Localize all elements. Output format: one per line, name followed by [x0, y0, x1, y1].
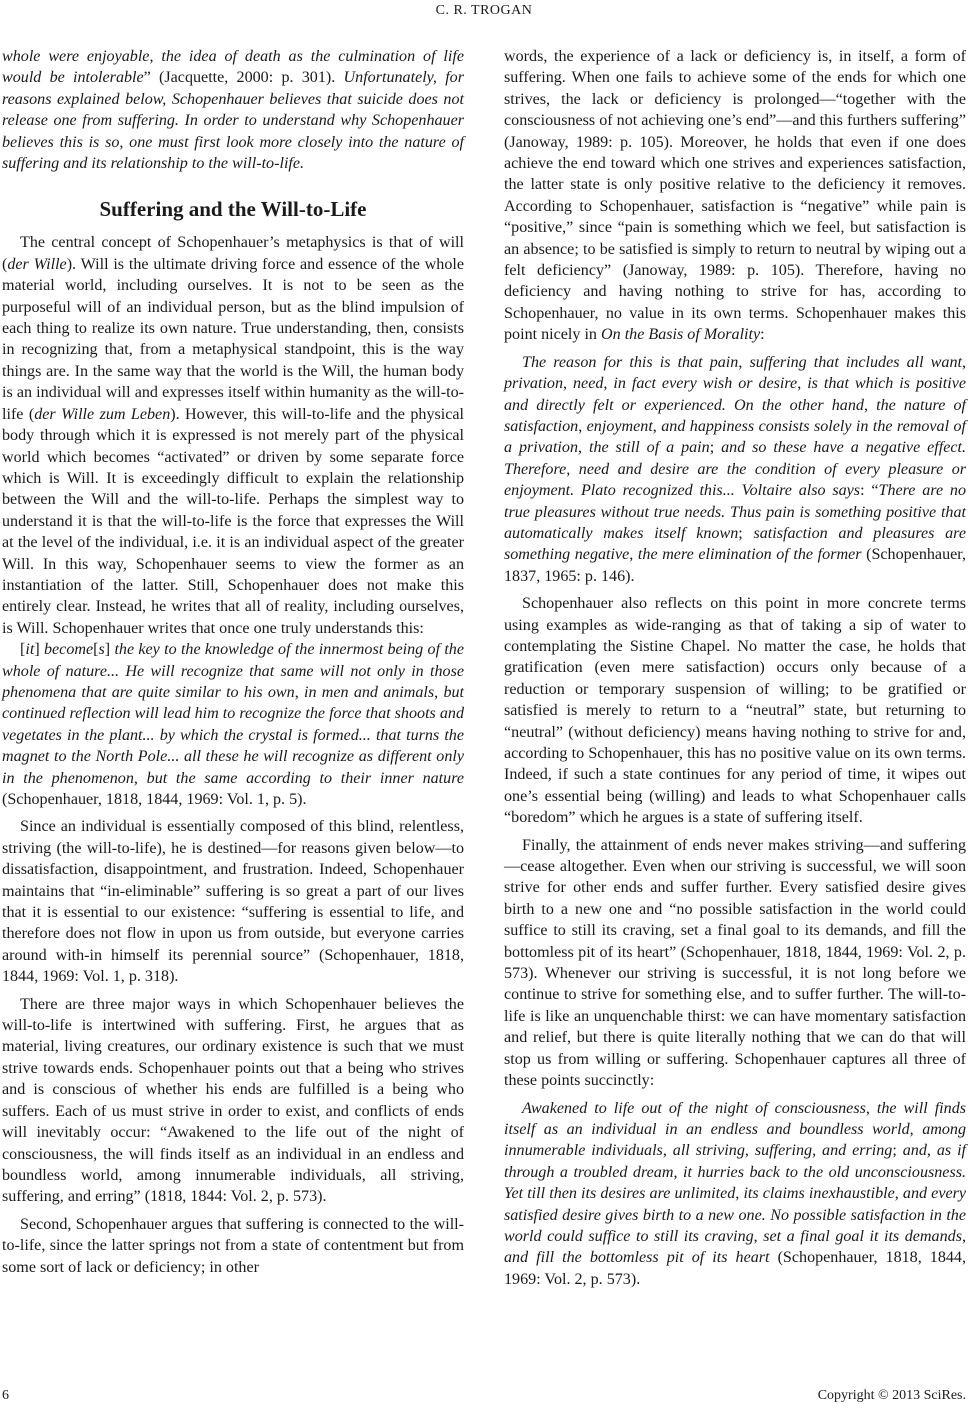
italic-run: need and desire are the condition of every pleasure or enjoyment. Plato recognized this... Voltaire also says — [504, 460, 967, 500]
text-run: : — [760, 326, 765, 344]
text-run: , — [434, 683, 444, 701]
paragraph-will-concept — [2, 232, 464, 639]
italic-run: suffering — [754, 1142, 813, 1160]
italic-run: set a final goal it its demands — [763, 1227, 962, 1245]
paragraph-finally — [504, 835, 966, 1092]
italic-run: whole were enjoyable — [2, 48, 150, 65]
italic-run: all striving — [672, 1142, 745, 1160]
italic-run: its claims inexhaustible — [743, 1185, 895, 1203]
italic-run: and — [902, 1142, 927, 1160]
text-run: words, the experience of a lack or deficiency is, in itself, a form of suffering. When one fails to achieve some of the ends for which one strives, the lack or deficiency is prolonged—“together with the consciousness of not achieving one’s end”—and this furthers suffering” (Janoway, 1989: p. 105). Moreover, he holds that even if one does achieve the end toward which one strives and experiences satisfaction, the latter state is only positive relative to the deficiency it removes. According to Schopenhauer, satisfaction is “negative” while pain is “positive,” since “pain is something which we feel, but satisfaction is an absence; to be satisfied is simply to return to neutral by wiping out a felt deficiency” (Janoway, 1989: p. 105). Therefore, having no deficiency and having nothing to strive for has, according to Schopenhauer, no value in its own terms. Schopenhauer makes this point nicely in — [504, 48, 966, 344]
text-run: (Schopenhauer, 1837, 1965: p. 146). — [504, 546, 966, 585]
text-run: , — [578, 439, 589, 457]
text-run: ; — [709, 439, 722, 457]
text-run: , — [578, 417, 587, 435]
text-run: , — [662, 1142, 673, 1160]
text-run: , — [865, 1099, 877, 1117]
italic-run: the mere elimination of the former — [637, 546, 862, 564]
text-run: : “ — [860, 482, 879, 500]
text-run: , — [926, 1142, 937, 1160]
text-run: , — [652, 417, 662, 435]
italic-run: der Wille — [7, 255, 67, 273]
text-run: , — [563, 375, 573, 393]
italic-run: and erring — [822, 1142, 893, 1160]
text-run: , — [863, 396, 877, 414]
text-run: The central concept of Schopenhauer’s metaphysics is that of will ( — [2, 234, 464, 273]
text-run: (Schopenhauer, 1818, 1844, 1969: Vol. 1, p. 5). — [2, 791, 307, 808]
italic-run: and happiness consists solely in the removal of a privation — [504, 417, 966, 457]
italic-run: need — [573, 375, 604, 393]
page-number: 6 — [2, 1388, 9, 1403]
text-run: , — [133, 769, 147, 787]
text-run: ” (Jacquette, 2000: p. 301). — [143, 69, 344, 87]
italic-run: and fill the bottomless pit of its heart — [504, 1249, 770, 1267]
paragraph-second-lack — [2, 1214, 464, 1278]
text-run: , — [629, 546, 638, 564]
italic-run: Unfortunately, for reasons explained below, Schopenhauer believes that suicide does not release one from suffering. In order to understand why Schopenhauer believes this is so, one must first look more closely into the nature of suffering and its relationship to the will-to-life. — [2, 69, 464, 173]
italic-run: it — [25, 641, 35, 659]
text-run: , — [812, 1142, 823, 1160]
text-run: , — [753, 1227, 764, 1245]
section-title: Suffering and the Will-to-Life — [99, 197, 367, 222]
text-run: , — [797, 375, 808, 393]
text-run: There are three major ways in which Schopenhauer believes the will-to-life is intertwined with suffering. First, he argues that as material, living creatures, our ordinary existence is such that we must strive towards ends. Schopenhauer points out that a being who strives and is conscious of whether his ends are fulfilled is a being who suffers. Each of us must strive in order to exist, and conflicts of ends will inevitably occur: “Awakened to the life out of the night of consciousness, the will finds itself as an individual in an endless and boundless world, among innumerable individuals, all striving, suffering, and erring” (1818, 1844: Vol. 2, p. 573). — [2, 995, 464, 1206]
italic-run: suffering that includes all want — [749, 353, 962, 371]
text-run: Second, Schopenhauer argues that suffering is connected to the will-to-life, since the latter springs not from a state of contentment but from some sort of lack or deficiency; in other — [2, 1215, 464, 1276]
italic-run: satisfaction and pleasures are something negative — [504, 524, 966, 564]
text-run: [ — [93, 641, 99, 659]
text-run: , — [744, 1142, 755, 1160]
text-run: (Schopenhauer, 1818, 1844, 1969: Vol. 2, p. 573). — [504, 1249, 966, 1288]
text-run: , — [909, 1120, 923, 1138]
paragraph-blind-striving — [2, 816, 464, 987]
paragraph-deficiency — [504, 46, 966, 346]
italic-run: but the same according to their inner nature — [146, 769, 465, 787]
right-column — [504, 46, 966, 1290]
italic-run: become — [43, 641, 94, 659]
text-run: ] — [34, 641, 44, 659]
text-run: , — [673, 1163, 683, 1181]
italic-run: in men and animals — [304, 683, 435, 701]
italic-run: There are no true pleasures without true needs. Thus pain is something positive that automatically makes itself known — [504, 482, 966, 542]
text-run: ). Will is the ultimate driving force and essence of the whole material world, including ourselves. It is not to be seen as the purposeful will of an individual person, but as the blind impulsion of each thing to realize its own nature. True understanding, then, consists in recognizing that, from a metaphysical standpoint, this is the way things are. In the same way that the world is the Will, the human body is an individual will and expresses itself within humanity as the will-to-life ( — [2, 255, 464, 423]
block-quote-awakened — [504, 1098, 966, 1291]
italic-run: is that which is positive and directly felt or experienced. On the other hand — [504, 375, 967, 414]
italic-run: the nature of satisfaction — [504, 396, 967, 435]
italic-run: On the Basis of Morality — [601, 326, 761, 344]
copyright-notice: Copyright © 2013 SciRes. — [817, 1388, 966, 1403]
text-run: Since an individual is essentially composed of this blind, relentless, striving (the will-to-life), he is destined—for reasons given below—to dissatisfaction, disappointment, and frustration. Indeed, Schopenhauer maintains that “in-eliminable” suffering is so great a part of our lives that it is essential to our existence: “suffering is essential to life, and therefore does not flow in upon us from outside, but everyone carries around with-in himself its perennial source” (Schopenhauer, 1818, 1844, 1969: Vol. 1, p. 318). — [2, 818, 464, 986]
block-quote-innermost-being — [2, 639, 464, 810]
italic-run: Awakened to life out of the night of consciousness — [522, 1099, 866, 1117]
italic-run: it hurries back to the old unconsciousness. Yet till then its desires are unlimited — [504, 1163, 967, 1203]
text-run: ] — [104, 641, 115, 659]
text-run: , — [738, 353, 750, 371]
italic-run: as if through a troubled dream — [504, 1142, 967, 1181]
italic-run: and so these have a negative effect. Therefore — [504, 439, 967, 478]
text-run: [ — [20, 641, 26, 659]
running-head: C. R. TROGAN — [435, 3, 533, 18]
text-run: , — [961, 353, 967, 371]
text-run: Schopenhauer also reflects on this point in more concrete terms using examples as wide-ranging as that of taking a sip of water to contemplating the Sistine Chapel. No matter the case, he holds that gratification (even mere satisfaction) occurs only because of a reduction or temporary suspension of willing; to be gratified or satisfied is merely to return to a “neutral” state, but returning to “neutral” (without deficiency) means having nothing to strive for and, according to Schopenhauer, this has no positive value on its own terms. Indeed, if such a state continues for any period of time, it wipes out one’s essential being (willing) and leads to what Schopenhauer calls “boredom” which he argues is a state of suffering itself. — [504, 595, 966, 827]
text-run: , — [961, 1227, 966, 1245]
italic-run: privation — [504, 375, 564, 393]
italic-run: the still of a pain — [588, 439, 710, 457]
italic-run: the idea of death as the culmination of life would be intolerable — [2, 48, 464, 87]
left-column — [2, 46, 464, 1278]
paragraph-concrete-terms — [504, 593, 966, 828]
italic-run: the key to the knowledge of the innermost being of the whole of nature... He will recognize that same will not only in those phenomena that are quite similar to his own — [2, 641, 465, 701]
italic-run: enjoyment — [586, 417, 653, 435]
text-run: , — [894, 1185, 903, 1203]
italic-run: but continued reflection will lead him to recognize the force that shoots and vegetates in the plant... by which the crystal is formed... that turns the magnet to the North Pole... all these he will recognize as different only in the phenomenon — [2, 683, 465, 787]
text-run: ; — [892, 1142, 903, 1160]
italic-run: in fact every wish or desire — [613, 375, 798, 393]
italic-run: and every satisfied desire gives birth to a new one. No possible satisfaction in the world could suffice to still its craving — [504, 1185, 967, 1245]
text-run: , — [566, 460, 579, 478]
paragraph-three-ways — [2, 994, 464, 1208]
intro-paragraph — [2, 46, 464, 174]
italic-run: The reason for this is that pain — [522, 353, 739, 371]
italic-run: der Wille zum Leben — [34, 405, 171, 423]
text-run: ; — [738, 524, 754, 542]
text-run: , — [294, 683, 304, 701]
text-run: ). However, this will-to-life and the physical body through which it is expressed is not merely part of the physical world which becomes “activated” or driven by some separate force which is Will. It is exceedingly difficult to explain the relationship between the Will and the will-to-life. Perhaps the simplest way to understand it is that the will-to-life is the force that expresses the Will at the level of the individual, i.e. it is an individual aspect of the greater Will. In this way, Schopenhauer seems to view the former as an instantiation of the latter. Still, Schopenhauer does not make this entirely clear. Instead, he writes that all of reality, including ourselves, is Will. Schopenhauer writes that once one truly understands this: — [2, 405, 464, 637]
block-quote-basis-of-morality — [504, 352, 966, 587]
italic-run: the will finds itself as an individual in an endless and boundless world — [504, 1099, 966, 1138]
text-run: , — [735, 1185, 744, 1203]
italic-run: among innumerable individuals — [504, 1120, 966, 1160]
text-run: , — [149, 48, 162, 65]
text-run: Finally, the attainment of ends never makes striving—and suffering—cease altogether. Even when our striving is successful, we will soon strive for other ends and suffer further. Every satisfied desire gives birth to a new one and “no possible satisfaction in the world could suffice to still its craving, set a final goal to its demands, and fill the bottomless pit of its heart” (Schopenhauer, 1818, 1844, 1969: Vol. 2, p. 573). Whenever our striving is successful, it is not long before we continue to strive for something else, and to suffer further. The will-to-life is like an unquenchable thirst: we can have momentary satisfaction and relief, but there is quite literally nothing that we can do that will stop us from willing or suffering. Schopenhauer captures all three of these points succinctly: — [504, 836, 966, 1090]
text-run: , — [603, 375, 614, 393]
italic-run: s — [98, 641, 105, 659]
